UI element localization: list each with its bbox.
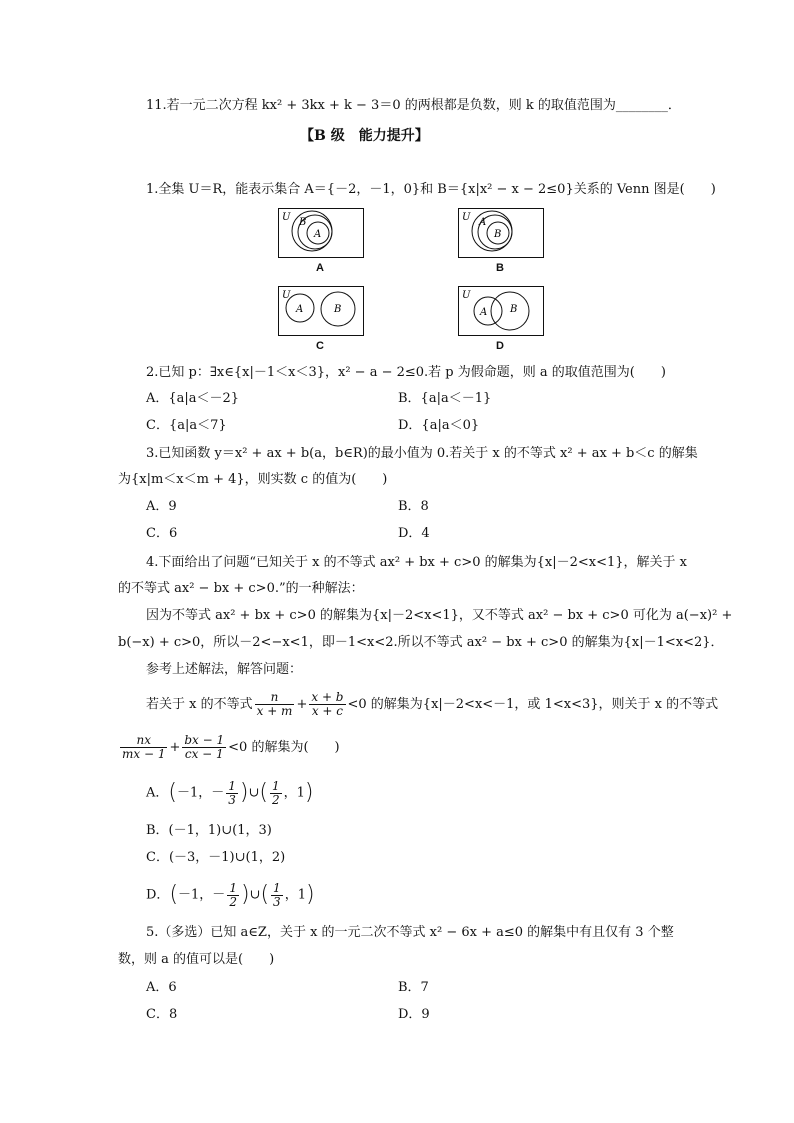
venn-b-label-u: U xyxy=(462,212,471,223)
question-2-option-d: D．{a|a＜0} xyxy=(398,418,480,433)
question-2-option-a: A．{a|a＜－2} xyxy=(146,391,240,406)
venn-a-label-a: A xyxy=(314,229,322,240)
question-1-stem: 1.全集 U＝R，能表示集合 A＝{－2，－1，0}和 B＝{x|x² − x − 2≤0}关系的 Venn 图是( ) xyxy=(146,182,716,197)
question-5-option-b: B．7 xyxy=(398,980,429,995)
section-title: 【B 级 能力提升】 xyxy=(300,128,429,144)
venn-diagram-a xyxy=(278,208,364,258)
venn-caption-b: B xyxy=(496,262,504,274)
q4-l7-post: <0 的解集为( ) xyxy=(228,740,340,755)
venn-caption-d: D xyxy=(496,340,504,352)
question-4-line-1: 4.下面给出了问题“已知关于 x 的不等式 ax² + bx + c>0 的解集为{x|－2<x<1}，解关于 x xyxy=(146,555,687,570)
question-4-option-b: B．(－1，1)∪(1，3) xyxy=(146,823,272,838)
question-2-option-b: B．{a|a＜－1} xyxy=(398,391,492,406)
question-5-line-2: 数，则 a 的值可以是( ) xyxy=(118,952,275,967)
question-3-option-a: A．9 xyxy=(146,499,177,514)
question-4-line-3: 因为不等式 ax² + bx + c>0 的解集为{x|－2<x<1}，又不等式 ax² − bx + c>0 可化为 a(−x)² + xyxy=(146,608,733,623)
plus-sign: + xyxy=(296,697,308,712)
venn-d-label-b: B xyxy=(510,304,518,315)
venn-d-label-u: U xyxy=(462,290,471,301)
fraction-n-over-x-plus-m: $\frac{n}{x + m}$ xyxy=(256,690,293,718)
question-3-line-1: 3.已知函数 y＝x² + ax + b(a，b∈R)的最小值为 0.若关于 x 的不等式 x² + ax + b＜c 的解集 xyxy=(146,446,698,461)
question-3-option-d: D．4 xyxy=(398,526,430,541)
question-4-option-d: D．(－1，－ $\frac{1}{2}$ )∪( $\frac{1}{3}$ ，1) xyxy=(146,880,315,909)
question-5-line-1: 5.（多选）已知 a∈Z，关于 x 的一元二次不等式 x² − 6x + a≤0 的解集中有且仅有 3 个整 xyxy=(146,925,674,940)
venn-diagram-d xyxy=(458,286,544,336)
plus-sign-2: + xyxy=(169,740,181,755)
question-2-stem: 2.已知 p：∃x∈{x|－1＜x＜3}，x² − a − 2≤0.若 p 为假命题，则 a 的取值范围为( ) xyxy=(146,365,666,380)
q4-l6-post: <0 的解集为{x|－2<x<－1，或 1<x<3}，则关于 x 的不等式 xyxy=(347,697,719,712)
venn-diagram-b xyxy=(458,208,544,258)
question-3-option-c: C．6 xyxy=(146,526,178,541)
question-4-line-7 xyxy=(118,733,340,763)
question-2-option-c: C．{a|a＜7} xyxy=(146,418,227,433)
question-11: 11.若一元二次方程 kx² + 3kx + k − 3＝0 的两根都是负数，则 k 的取值范围为________． xyxy=(146,98,681,113)
venn-caption-a: A xyxy=(316,262,324,274)
question-4-option-c: C．(－3，－1)∪(1，2) xyxy=(146,850,286,865)
question-5-option-c: C．8 xyxy=(146,1007,178,1022)
question-3-line-2: 为{x|m＜x＜m + 4}，则实数 c 的值为( ) xyxy=(118,472,388,487)
venn-c-label-a: A xyxy=(296,304,304,315)
question-4-option-a: A．(－1，－ $\frac{1}{3}$ )∪( $\frac{1}{2}$ ，1) xyxy=(146,778,314,807)
question-5-option-a: A．6 xyxy=(146,980,177,995)
venn-b-label-a: A xyxy=(479,217,487,228)
fraction-bx-minus-1-over-cx-minus-1: $\frac{bx - 1}{cx - 1}$ xyxy=(184,733,225,761)
venn-diagram-c xyxy=(278,286,364,336)
question-5-option-d: D．9 xyxy=(398,1007,430,1022)
fraction-nx-over-mx-minus-1: $\frac{nx}{mx - 1}$ xyxy=(122,733,166,761)
fraction-x-plus-b-over-x-plus-c: $\frac{x + b}{x + c}$ xyxy=(311,690,344,718)
venn-b-label-b: B xyxy=(494,229,502,240)
venn-caption-c: C xyxy=(316,340,324,352)
question-4-line-6 xyxy=(146,690,718,720)
venn-d-label-a: A xyxy=(480,307,488,318)
question-4-line-5: 参考上述解法，解答问题： xyxy=(146,662,303,677)
venn-c-label-b: B xyxy=(334,304,342,315)
venn-c-label-u: U xyxy=(282,290,291,301)
venn-a-label-u: U xyxy=(282,212,291,223)
venn-a-label-b: B xyxy=(299,217,307,228)
question-3-option-b: B．8 xyxy=(398,499,429,514)
question-4-line-4: b(−x) + c>0，所以－2<−x<1，即－1<x<2.所以不等式 ax² − bx + c>0 的解集为{x|－1<x<2}． xyxy=(118,635,724,650)
q4-l6-pre: 若关于 x 的不等式 xyxy=(146,697,253,712)
question-4-line-2: 的不等式 ax² − bx + c>0.”的一种解法： xyxy=(118,581,364,596)
